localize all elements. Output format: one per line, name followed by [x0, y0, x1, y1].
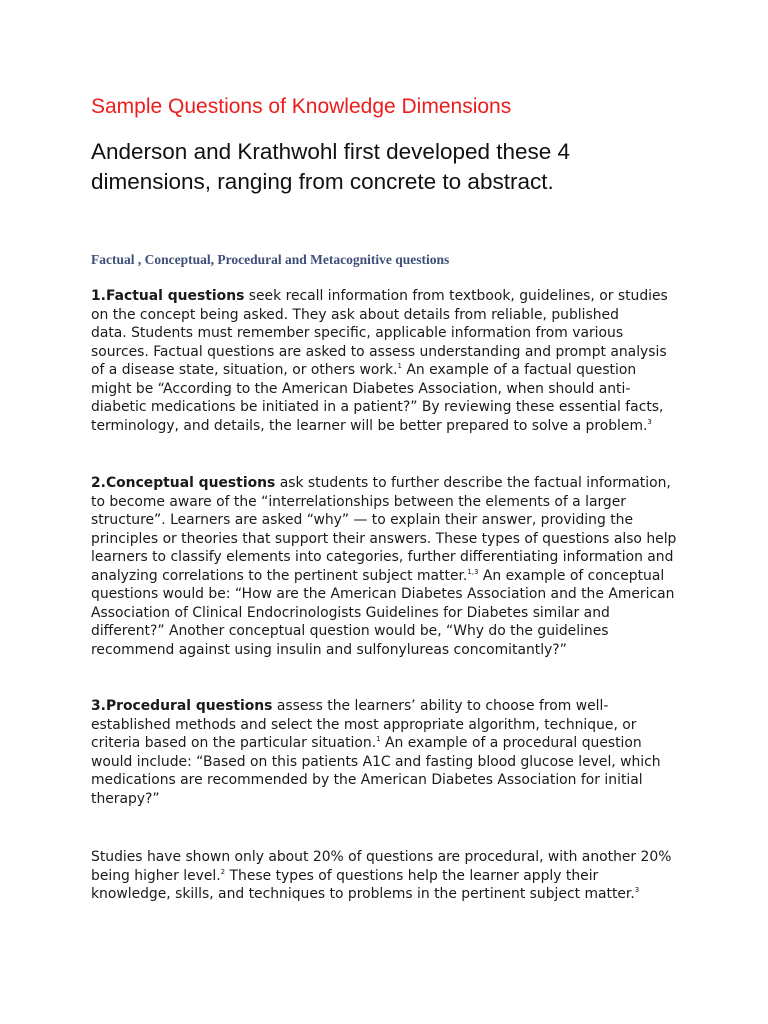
paragraph-line [91, 734, 691, 753]
paragraph-text: analyzing correlations to the pertinent subject matter. [91, 567, 468, 584]
paragraph-line: therapy?” [91, 790, 160, 807]
citation-superscript: 3 [647, 417, 652, 426]
paragraph-text: These types of questions help the learner apply their [225, 867, 599, 884]
paragraph-line: to become aware of the “interrelationships between the elements of a larger [91, 493, 627, 510]
citation-superscript: 1 [376, 735, 381, 743]
paragraph-line [91, 697, 691, 716]
paragraph-text: knowledge, skills, and techniques to problems in the pertinent subject matter. [91, 886, 635, 902]
paragraph-text: ask students to further describe the factual information, [275, 475, 671, 491]
paragraph-line: diabetic medications be initiated in a patient?” By reviewing these essential facts, [91, 399, 664, 415]
citation-superscript: 1,3 [467, 567, 479, 576]
paragraph-line: learners to classify elements into categories, further differentiating information and [91, 549, 674, 565]
paragraph-line: principles or theories that support their answers. These types of questions also help [91, 530, 677, 547]
paragraph-text: criteria based on the particular situation. [91, 735, 377, 751]
paragraph-line: would include: “Based on this patients A1C and fasting blood glucose level, which [91, 753, 661, 770]
procedural-questions-paragraph [91, 697, 691, 808]
paragraph-line: might be “According to the American Diabetes Association, when should anti- [91, 380, 631, 397]
paragraph-text: seek recall information from textbook, guidelines, or studies [244, 288, 668, 304]
document-subtitle: Anderson and Krathwohl first developed these 4 dimensions, ranging from concrete to abstract. [91, 139, 571, 194]
conceptual-questions-lead: 2.Conceptual questions [91, 475, 276, 491]
paragraph-text: An example of a procedural question [380, 735, 642, 751]
paragraph-line: Association of Clinical Endocrinologists Guidelines for Diabetes similar and [91, 604, 610, 621]
factual-questions-paragraph [91, 287, 691, 435]
paragraph-text: terminology, and details, the learner will be better prepared to solve a problem. [91, 417, 648, 434]
paragraph-line [91, 474, 691, 493]
section-heading: Factual , Conceptual, Procedural and Metacognitive questions [91, 252, 450, 267]
citation-superscript: 3 [634, 886, 640, 894]
paragraph-text: being higher level. [91, 867, 221, 884]
paragraph-line: on the concept being asked. They ask about details from reliable, published [91, 306, 619, 323]
factual-questions-lead: 1.Factual questions [91, 288, 245, 304]
paragraph-text: An example of conceptual [478, 567, 665, 584]
paragraph-line: Studies have shown only about 20% of questions are procedural, with another 20% [91, 849, 672, 865]
citation-superscript: 1 [397, 362, 402, 370]
paragraph-line [91, 287, 691, 306]
paragraph-line: recommend against using insulin and sulfonylureas concomitantly?” [91, 641, 567, 658]
conceptual-questions-paragraph [91, 474, 691, 659]
paragraph-text: An example of a factual question [402, 362, 637, 378]
paragraph-text: assess the learners’ ability to choose from well- [272, 698, 609, 714]
paragraph-line: medications are recommended by the American Diabetes Association for initial [91, 772, 643, 788]
paragraph-line: data. Students must remember specific, applicable information from various [91, 325, 624, 341]
paragraph-line [91, 417, 691, 436]
paragraph-line [91, 885, 691, 904]
citation-superscript: 2 [220, 867, 226, 876]
studies-paragraph [91, 848, 691, 904]
paragraph-line: sources. Factual questions are asked to assess understanding and prompt analysis [91, 343, 667, 360]
procedural-questions-lead: 3.Procedural questions [91, 698, 273, 714]
paragraph-line: established methods and select the most appropriate algorithm, technique, or [91, 716, 637, 733]
paragraph-line [91, 361, 691, 380]
paragraph-line: structure”. Learners are asked “why” — to explain their answer, providing the [91, 512, 633, 528]
paragraph-line [91, 867, 691, 886]
paragraph-line [91, 567, 691, 586]
paragraph-text: of a disease state, situation, or others work. [91, 362, 398, 378]
paragraph-line: different?” Another conceptual question would be, “Why do the guidelines [91, 623, 609, 639]
paragraph-line: questions would be: “How are the American Diabetes Association and the American [91, 586, 675, 602]
document-title: Sample Questions of Knowledge Dimensions [91, 95, 512, 118]
